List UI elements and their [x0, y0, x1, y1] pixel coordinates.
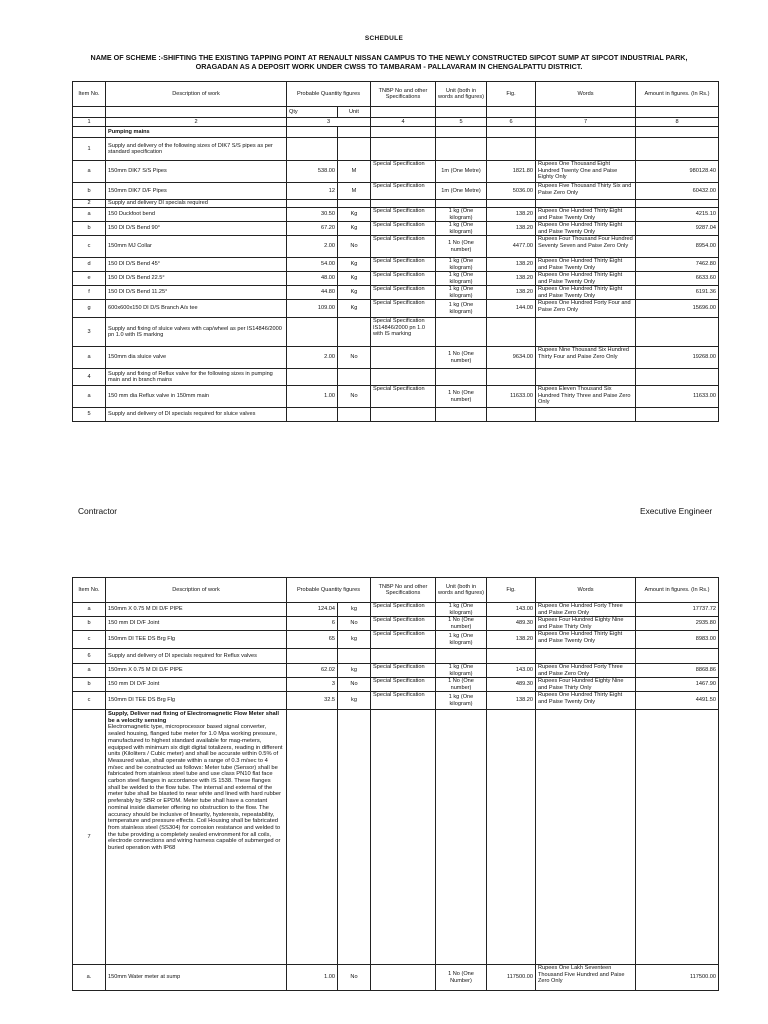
item-no: 1: [73, 138, 106, 161]
specification: Special Specification: [371, 300, 436, 318]
table-row: [73, 318, 719, 347]
item-no: a.: [73, 965, 106, 991]
table-row: [73, 369, 719, 386]
description: 150mm X 0.75 M DI D/F PIPE: [106, 603, 287, 617]
amount: [636, 138, 719, 161]
flow-meter-description: [106, 710, 287, 965]
description: 150 mm DI D/F Joint: [106, 678, 287, 692]
rate-in-words: [536, 649, 636, 664]
item-no: a: [73, 347, 106, 369]
description: 150mm dia sluice valve: [106, 347, 287, 369]
subheader-row: [73, 107, 719, 118]
item-no: 2: [73, 200, 106, 208]
item-no: c: [73, 236, 106, 258]
amount: 7462.80: [636, 258, 719, 272]
table-row: [73, 386, 719, 408]
unit: Kg: [338, 300, 371, 318]
item-no: b: [73, 183, 106, 200]
unit: No: [338, 347, 371, 369]
specification: Special Specification: [371, 208, 436, 222]
header-item-no: Item No.: [73, 82, 106, 107]
amount: [636, 369, 719, 386]
unit: Kg: [338, 208, 371, 222]
item-no: b: [73, 222, 106, 236]
unit: No: [338, 617, 371, 631]
rate-in-words: Rupees Five Thousand Thirty Six and Paise Zero Only: [536, 183, 636, 200]
item-no: g: [73, 300, 106, 318]
rate-figure: [487, 318, 536, 347]
unit: No: [338, 965, 371, 991]
section-title: Pumping mains: [106, 127, 287, 138]
unit-in-words: 1 kg (One kilogram): [436, 664, 487, 678]
unit: [338, 369, 371, 386]
rate-figure: 117500.00: [487, 965, 536, 991]
unit: [338, 200, 371, 208]
unit-in-words: [436, 649, 487, 664]
rate-in-words: Rupees One Hundred Forty Three and Paise Zero Only: [536, 603, 636, 617]
rate-figure: 138.20: [487, 272, 536, 286]
rate-figure: [487, 408, 536, 422]
specification: Special Specification: [371, 631, 436, 649]
table-row: [73, 678, 719, 692]
empty-cell: [436, 710, 487, 965]
empty-cell: [487, 710, 536, 965]
description: Supply and delivery of the following sizes of DIK7 S/S pipes as per standard specification: [106, 138, 287, 161]
amount: 2935.80: [636, 617, 719, 631]
rate-figure: 138.20: [487, 258, 536, 272]
engineer-label: Executive Engineer: [640, 506, 713, 516]
table-row: [73, 692, 719, 710]
unit: M: [338, 161, 371, 183]
description: 150mm DI TEE DS Brg Flg: [106, 631, 287, 649]
quantity: [287, 318, 338, 347]
table-row: [73, 161, 719, 183]
rate-figure: [487, 138, 536, 161]
description: 150 DI D/S Bend 90°: [106, 222, 287, 236]
rate-figure: [487, 649, 536, 664]
unit-in-words: 1 kg (One kilogram): [436, 272, 487, 286]
table-row: [73, 347, 719, 369]
amount: 980128.40: [636, 161, 719, 183]
flow-meter-body: Electromagnetic type, microprocessor based signal converter, sealed housing, flanged tube meter for 1.0 Mpa working pressure, manufactured to highest standard available for mag-meters, equipped with minimum six digit digital totalizers, reading in different units (Kiloliters / Cubic meter) and shall be accurate within 0.5% of Measured value, shall operate within a range of 0.3 m/sec to 4 m/sec and be constructed as follows: Meter tube (Sensor) shall be fabricated from stainless steel tube and use class PN10 flat face carbon steel flanges in accordance with IS 1538. These flanges shall be welded to the flow tube. The internal and external of the meter tube shall be blasted to near white and lined with hard rubber preferably by SBR or EPDM. Meter tube shall have a constant nominal inside diameter offering no obstruction to the flow. The accuracy should be inclusive of linearity, hysteresis, repeatability, temperature and pressure effects. Coil Housing shall be fabricated from stainless steel (SS304) for corrosion resistance and welded to the tube providing a completely sealed environment for all coils, electrode connections and wiring harness capable of submerged or buried operation with IP68: [108, 724, 283, 852]
unit-in-words: 1 kg (One kilogram): [436, 208, 487, 222]
amount: 6191.36: [636, 286, 719, 300]
table-row: [73, 183, 719, 200]
description: 600x600x150 DI D/S Branch A/s tee: [106, 300, 287, 318]
header-row: [73, 82, 719, 107]
unit-in-words: [436, 318, 487, 347]
header-row-2: Item No. Description of work Probable Quantity figures TNBP No and other Specifications Unit (both in words and figures) Fig. Words Amount in figures. (In Rs.): [73, 578, 719, 603]
rate-figure: 138.20: [487, 692, 536, 710]
table-row: [73, 208, 719, 222]
rate-figure: 4477.00: [487, 236, 536, 258]
rate-figure: 138.20: [487, 208, 536, 222]
header-qty: Qty: [287, 107, 338, 118]
rate-in-words: [536, 200, 636, 208]
empty-cell: [536, 710, 636, 965]
amount: [636, 200, 719, 208]
amount: 8983.00: [636, 631, 719, 649]
item-no: 7: [73, 710, 106, 965]
item-no: a: [73, 386, 106, 408]
quantity: 1.00: [287, 386, 338, 408]
table-row: [73, 631, 719, 649]
unit: [338, 318, 371, 347]
unit: No: [338, 236, 371, 258]
unit: [338, 649, 371, 664]
unit-in-words: [436, 200, 487, 208]
amount: 4491.50: [636, 692, 719, 710]
unit: Kg: [338, 258, 371, 272]
table-row-item-7: [73, 710, 719, 965]
item-no: c: [73, 692, 106, 710]
specification: [371, 408, 436, 422]
rate-figure: [487, 369, 536, 386]
description: 150mm Water meter at sump: [106, 965, 287, 991]
quantity: [287, 369, 338, 386]
description: 150 mm dia Reflux valve in 150mm main: [106, 386, 287, 408]
rate-in-words: Rupees One Hundred Thirty Eight and Paise Twenty Only: [536, 222, 636, 236]
rate-figure: 9634.00: [487, 347, 536, 369]
unit-in-words: [436, 408, 487, 422]
specification: Special Specification: [371, 603, 436, 617]
rate-figure: 489.30: [487, 678, 536, 692]
item-no: f: [73, 286, 106, 300]
unit-in-words: [436, 369, 487, 386]
unit-in-words: 1 No (One Number): [436, 965, 487, 991]
table-row: [73, 649, 719, 664]
table-row: [73, 236, 719, 258]
quantity: 3: [287, 678, 338, 692]
header-unit: Unit: [338, 107, 371, 118]
rate-in-words: [536, 408, 636, 422]
rate-figure: [487, 200, 536, 208]
quantity: 124.04: [287, 603, 338, 617]
amount: 15696.00: [636, 300, 719, 318]
unit-in-words: 1 kg (One kilogram): [436, 222, 487, 236]
rate-figure: 489.30: [487, 617, 536, 631]
scheme-name: NAME OF SCHEME :-SHIFTING THE EXISTING TAPPING POINT AT RENAULT NISSAN CAMPUS TO THE NEWLY CONSTRUCTED SIPCOT SUMP AT SIPCOT INDUSTRIAL PARK, ORAGADAN AS A DEPOSIT WORK UNDER CWSS TO TAMBARAM - PALLAVARAM IN CHENGALPATTU DISTRICT.: [90, 53, 688, 71]
quantity: [287, 408, 338, 422]
item-no: a: [73, 603, 106, 617]
specification: [371, 369, 436, 386]
quantity: [287, 138, 338, 161]
specification: Special Specification IS14846/2000 pn 1.0 with IS marking: [371, 318, 436, 347]
specification: [371, 138, 436, 161]
amount: 17737.72: [636, 603, 719, 617]
amount: 19268.00: [636, 347, 719, 369]
rate-in-words: Rupees One Hundred Thirty Eight and Paise Twenty Only: [536, 692, 636, 710]
quantity: 44.80: [287, 286, 338, 300]
amount: 1467.90: [636, 678, 719, 692]
header-amount: Amount in figures. (In Rs.): [636, 82, 719, 107]
rate-in-words: [536, 318, 636, 347]
specification: Special Specification: [371, 664, 436, 678]
specification: [371, 347, 436, 369]
description: Supply and fixing of Reflux valve for the following sizes in pumping main and in branch mains: [106, 369, 287, 386]
description: Supply and delivery DI specials required: [106, 200, 287, 208]
contractor-label: Contractor: [78, 506, 118, 516]
amount: 9287.04: [636, 222, 719, 236]
specification: [371, 965, 436, 991]
description: 150mm MJ Collar: [106, 236, 287, 258]
item-no: b: [73, 617, 106, 631]
item-no: d: [73, 258, 106, 272]
header-tnbp: TNBP No and other Specifications: [371, 82, 436, 107]
specification: Special Specification: [371, 386, 436, 408]
quantity: 54.00: [287, 258, 338, 272]
unit: No: [338, 386, 371, 408]
unit: Kg: [338, 222, 371, 236]
document-title: SCHEDULE: [364, 35, 404, 42]
description: Supply and delivery of DI specials required for sluice valves: [106, 408, 287, 422]
description: 150 DI D/S Bend 11.25°: [106, 286, 287, 300]
quantity: 12: [287, 183, 338, 200]
table-row: [73, 603, 719, 617]
header-description: Description of work: [106, 82, 287, 107]
quantity: 67.20: [287, 222, 338, 236]
quantity: 6: [287, 617, 338, 631]
quantity: 32.5: [287, 692, 338, 710]
flow-meter-heading: Supply, Deliver nad fixing of Electromagnetic Flow Meter shall be a velocity sensing: [108, 711, 279, 724]
rate-in-words: Rupees One Hundred Forty Four and Paise Zero Only: [536, 300, 636, 318]
description: Supply and delivery of DI specials required for Reflux valves: [106, 649, 287, 664]
amount: 60432.00: [636, 183, 719, 200]
item-no: 6: [73, 649, 106, 664]
rate-in-words: Rupees Four Hundred Eighty Nine and Paise Thirty Only: [536, 678, 636, 692]
rate-figure: 138.20: [487, 631, 536, 649]
description: 150 DI D/S Bend 22.5°: [106, 272, 287, 286]
description: 150 Duckfoot bend: [106, 208, 287, 222]
rate-figure: 144.00: [487, 300, 536, 318]
rate-figure: 138.20: [487, 286, 536, 300]
description: Supply and fixing of sluice valves with cap/wheel as per IS14846/2000 pn 1.0 with IS marking: [106, 318, 287, 347]
empty-cell: [371, 710, 436, 965]
item-no: e: [73, 272, 106, 286]
table-row: [73, 138, 719, 161]
rate-figure: 138.20: [487, 222, 536, 236]
rate-in-words: Rupees One Hundred Thirty Eight and Paise Twenty Only: [536, 258, 636, 272]
header-fig: Fig.: [487, 82, 536, 107]
rate-in-words: Rupees One Lakh Seventeen Thousand Five Hundred and Paise Zero Only: [536, 965, 636, 991]
rate-in-words: [536, 138, 636, 161]
specification: Special Specification: [371, 617, 436, 631]
quantity: 2.00: [287, 347, 338, 369]
unit: kg: [338, 692, 371, 710]
table-row: [73, 200, 719, 208]
rate-in-words: Rupees One Hundred Thirty Eight and Paise Twenty Only: [536, 286, 636, 300]
specification: Special Specification: [371, 272, 436, 286]
amount: 4215.10: [636, 208, 719, 222]
item-no: b: [73, 678, 106, 692]
quantity: 2.00: [287, 236, 338, 258]
header-unit-words: Unit (both in words and figures): [436, 82, 487, 107]
schedule-table-page-2: [72, 577, 719, 991]
description: 150mm DI TEE DS Brg Flg: [106, 692, 287, 710]
unit-in-words: 1m (One Metre): [436, 161, 487, 183]
description: 150 mm DI D/F Joint: [106, 617, 287, 631]
schedule-table-page-1: [72, 81, 719, 422]
rate-in-words: Rupees One Hundred Thirty Eight and Paise Twenty Only: [536, 631, 636, 649]
section-row: [73, 127, 719, 138]
table-row: [73, 965, 719, 991]
quantity: 62.02: [287, 664, 338, 678]
unit-in-words: 1 No (One number): [436, 386, 487, 408]
item-no: 4: [73, 369, 106, 386]
table-row: [73, 286, 719, 300]
header-words: Words: [536, 82, 636, 107]
unit: kg: [338, 664, 371, 678]
table-row: [73, 222, 719, 236]
quantity: 538.00: [287, 161, 338, 183]
unit-in-words: 1 No (One number): [436, 678, 487, 692]
unit-in-words: 1m (One Metre): [436, 183, 487, 200]
rate-figure: 11633.00: [487, 386, 536, 408]
item-no: a: [73, 208, 106, 222]
rate-in-words: Rupees One Thousand Eight Hundred Twenty One and Paise Eighty Only: [536, 161, 636, 183]
amount: 8954.00: [636, 236, 719, 258]
unit-in-words: 1 kg (One kilogram): [436, 631, 487, 649]
amount: 6633.60: [636, 272, 719, 286]
quantity: [287, 200, 338, 208]
rate-in-words: Rupees Nine Thousand Six Hundred Thirty Four and Paise Zero Only: [536, 347, 636, 369]
unit-in-words: 1 kg (One kilogram): [436, 692, 487, 710]
specification: Special Specification: [371, 183, 436, 200]
item-no: c: [73, 631, 106, 649]
amount: [636, 408, 719, 422]
table-row: [73, 408, 719, 422]
quantity: 1.00: [287, 965, 338, 991]
description: 150mm X 0.75 M DI D/F PIPE: [106, 664, 287, 678]
specification: Special Specification: [371, 222, 436, 236]
amount: [636, 649, 719, 664]
specification: Special Specification: [371, 678, 436, 692]
amount: 8868.86: [636, 664, 719, 678]
item-no: a: [73, 664, 106, 678]
unit-in-words: 1 No (One number): [436, 347, 487, 369]
description: 150mm DIK7 S/S Pipes: [106, 161, 287, 183]
table-row: [73, 617, 719, 631]
unit-in-words: 1 kg (One kilogram): [436, 300, 487, 318]
specification: Special Specification: [371, 286, 436, 300]
unit: Kg: [338, 286, 371, 300]
quantity: 65: [287, 631, 338, 649]
specification: [371, 200, 436, 208]
unit: kg: [338, 603, 371, 617]
rate-figure: 1821.80: [487, 161, 536, 183]
table-row: [73, 258, 719, 272]
unit-in-words: [436, 138, 487, 161]
rate-figure: 143.00: [487, 664, 536, 678]
description: 150mm DIK7 D/F Pipes: [106, 183, 287, 200]
table-row: [73, 664, 719, 678]
rate-in-words: Rupees One Hundred Forty Three and Paise Zero Only: [536, 664, 636, 678]
empty-cell: [338, 710, 371, 965]
rate-in-words: Rupees One Hundred Thirty Eight and Paise Twenty Only: [536, 272, 636, 286]
quantity: 109.00: [287, 300, 338, 318]
rate-in-words: Rupees Four Thousand Four Hundred Seventy Seven and Paise Zero Only: [536, 236, 636, 258]
unit-in-words: 1 No (One number): [436, 236, 487, 258]
unit-in-words: 1 kg (One kilogram): [436, 603, 487, 617]
item-no: a: [73, 161, 106, 183]
rate-in-words: Rupees Four Hundred Eighty Nine and Paise Thirty Only: [536, 617, 636, 631]
specification: Special Specification: [371, 161, 436, 183]
specification: Special Specification: [371, 692, 436, 710]
rate-figure: 143.00: [487, 603, 536, 617]
table-row: [73, 272, 719, 286]
unit: M: [338, 183, 371, 200]
specification: Special Specification: [371, 236, 436, 258]
table-row: [73, 300, 719, 318]
amount: 117500.00: [636, 965, 719, 991]
empty-cell: [287, 710, 338, 965]
item-no: 5: [73, 408, 106, 422]
unit: Kg: [338, 272, 371, 286]
empty-cell: [636, 710, 719, 965]
quantity: 48.00: [287, 272, 338, 286]
header-quantity: Probable Quantity figures: [287, 82, 371, 107]
unit-in-words: 1 kg (One kilogram): [436, 286, 487, 300]
item-no: 3: [73, 318, 106, 347]
rate-in-words: Rupees Eleven Thousand Six Hundred Thirty Three and Paise Zero Only: [536, 386, 636, 408]
rate-figure: 5036.00: [487, 183, 536, 200]
unit-in-words: 1 kg (One kilogram): [436, 258, 487, 272]
unit: No: [338, 678, 371, 692]
amount: 11633.00: [636, 386, 719, 408]
unit-in-words: 1 No (One number): [436, 617, 487, 631]
rate-in-words: [536, 369, 636, 386]
column-number-row: 1 2 3 4 5 6 7 8: [73, 118, 719, 127]
rate-in-words: Rupees One Hundred Thirty Eight and Paise Twenty Only: [536, 208, 636, 222]
specification: [371, 649, 436, 664]
quantity: [287, 649, 338, 664]
unit: [338, 408, 371, 422]
unit: [338, 138, 371, 161]
specification: Special Specification: [371, 258, 436, 272]
quantity: 30.50: [287, 208, 338, 222]
description: 150 DI D/S Bend 45°: [106, 258, 287, 272]
amount: [636, 318, 719, 347]
unit: kg: [338, 631, 371, 649]
